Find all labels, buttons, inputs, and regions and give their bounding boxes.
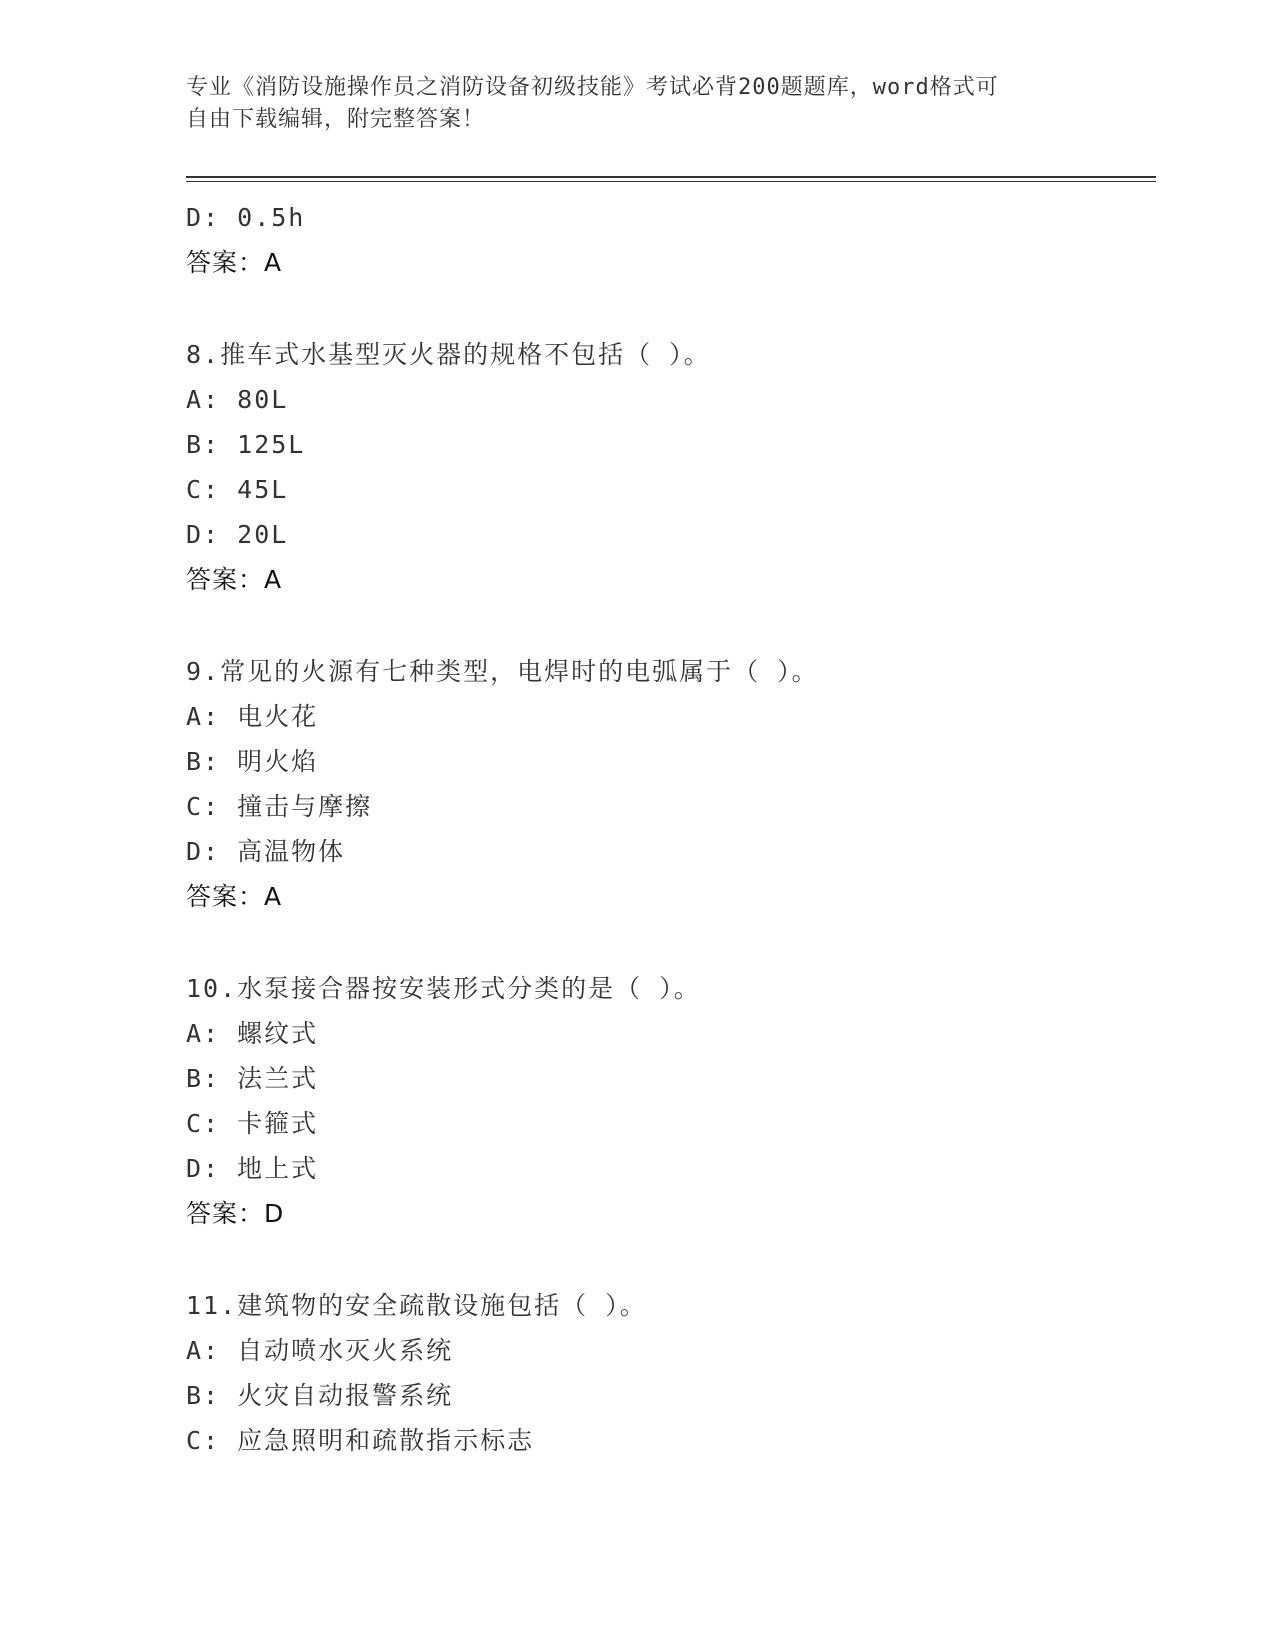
answer-line: 答案：A bbox=[186, 565, 283, 594]
option-a: A: 自动喷水灭火系统 bbox=[186, 1336, 454, 1365]
option-a: A: 螺纹式 bbox=[186, 1019, 319, 1048]
question-8 bbox=[186, 332, 1146, 602]
question-stem: 8.推车式水基型灭火器的规格不包括（ ）。 bbox=[186, 340, 711, 369]
option-c: C: 卡箍式 bbox=[186, 1109, 319, 1138]
document-header bbox=[186, 72, 1066, 136]
question-list bbox=[186, 195, 1146, 1463]
option-c: C: 45L bbox=[186, 475, 289, 504]
question-10 bbox=[186, 966, 1146, 1236]
question-stem: 10.水泵接合器按安装形式分类的是（ ）。 bbox=[186, 974, 701, 1003]
option-d: D: 0.5h bbox=[186, 203, 306, 232]
answer-line: 答案：D bbox=[186, 1199, 285, 1228]
option-d: D: 地上式 bbox=[186, 1154, 319, 1183]
header-line-1: 专业《消防设施操作员之消防设备初级技能》考试必背200题题库，word格式可 bbox=[186, 75, 999, 100]
question-stem: 9.常见的火源有七种类型，电焊时的电弧属于（ ）。 bbox=[186, 657, 819, 686]
header-line-2: 自由下载编辑，附完整答案！ bbox=[186, 107, 486, 132]
spacer bbox=[186, 1236, 1146, 1283]
spacer bbox=[186, 285, 1146, 332]
option-d: D: 20L bbox=[186, 520, 289, 549]
option-a: A: 电火花 bbox=[186, 702, 319, 731]
spacer bbox=[186, 602, 1146, 649]
option-b: B: 法兰式 bbox=[186, 1064, 319, 1093]
answer-line: 答案：A bbox=[186, 248, 283, 277]
question-11 bbox=[186, 1283, 1146, 1463]
answer-line: 答案：A bbox=[186, 882, 283, 911]
option-c: C: 撞击与摩擦 bbox=[186, 792, 373, 821]
option-b: B: 火灾自动报警系统 bbox=[186, 1381, 454, 1410]
previous-question-tail bbox=[186, 195, 1146, 285]
header-divider bbox=[186, 176, 1156, 178]
question-9 bbox=[186, 649, 1146, 919]
option-b: B: 125L bbox=[186, 430, 306, 459]
header-divider-thin bbox=[186, 181, 1156, 182]
option-c: C: 应急照明和疏散指示标志 bbox=[186, 1426, 535, 1455]
option-b: B: 明火焰 bbox=[186, 747, 319, 776]
option-d: D: 高温物体 bbox=[186, 837, 346, 866]
spacer bbox=[186, 919, 1146, 966]
question-stem: 11.建筑物的安全疏散设施包括（ ）。 bbox=[186, 1291, 647, 1320]
option-a: A: 80L bbox=[186, 385, 289, 414]
